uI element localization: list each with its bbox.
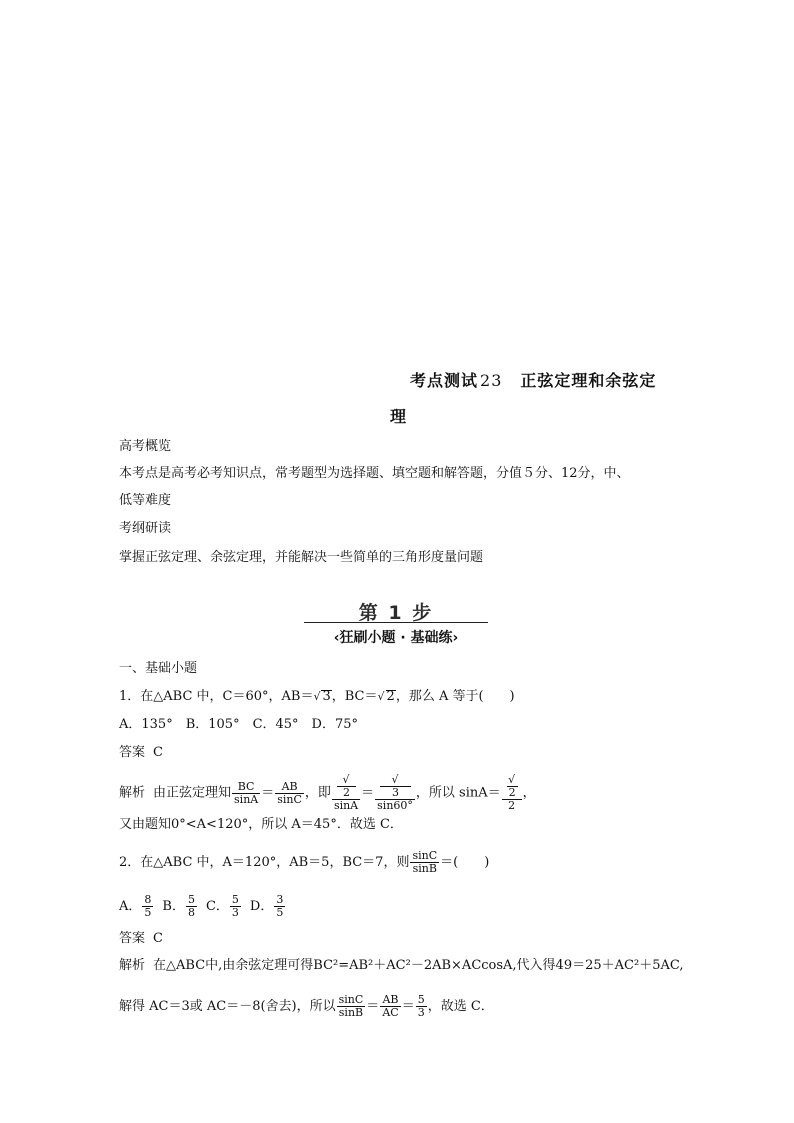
equals: ＝	[366, 999, 380, 1014]
equals: ＝	[261, 785, 275, 801]
overview-text-line1: 本考点是高考必考知识点，常考题型为选择题、填空题和解答题，分值５分、12分，中、	[119, 466, 630, 481]
radicand: √ 2	[337, 786, 356, 799]
numerator: 8	[144, 893, 152, 906]
numerator: BC	[232, 781, 260, 794]
option-letter: B．	[162, 899, 185, 914]
denominator: AC	[382, 1006, 399, 1019]
answer-label: 答案	[119, 931, 146, 946]
fraction	[332, 774, 360, 812]
denominator: sin60°	[377, 799, 413, 812]
denominator: 3	[231, 906, 239, 919]
numerator	[375, 774, 415, 800]
fraction	[274, 894, 285, 919]
numerator: 3	[276, 893, 284, 906]
radicand: √ 3	[380, 786, 411, 799]
equals: ＝	[361, 785, 375, 801]
fraction	[275, 781, 304, 806]
q1-stem-c: ，那么 A 等于( )	[395, 689, 515, 704]
q1-explanation-line2: 又由题知0°<A<120°，所以 A＝45°．故选 C．	[119, 817, 403, 832]
q1-stem-b: ，BC＝	[331, 689, 378, 704]
equals: ＝	[401, 999, 415, 1014]
fraction	[375, 774, 415, 812]
denominator: sinB	[338, 1006, 364, 1019]
fraction	[230, 894, 241, 919]
numerator	[502, 774, 522, 800]
q1-answer	[119, 744, 163, 762]
numerator: AB	[380, 994, 400, 1007]
q1-stem-a: 1．在△ABC 中，C＝60°，AB＝	[119, 689, 314, 704]
q1-options: A．135° B．105° C．45° D．75°	[119, 717, 359, 732]
denominator: sinB	[412, 862, 437, 875]
answer-value: C	[153, 745, 163, 760]
denominator: 5	[144, 906, 152, 919]
sqrt-icon	[378, 689, 396, 704]
fraction	[380, 994, 400, 1019]
banner-divider	[304, 622, 488, 623]
fraction	[410, 850, 439, 875]
sqrt-icon	[504, 774, 520, 799]
exp-text: 在△ABC中,由余弦定理可得BC²=AB²＋AC²－2AB×ACcosA,代入得49＝25＋AC²＋5AC,	[153, 958, 684, 973]
fraction	[232, 781, 260, 806]
q1-sqrt2: 2	[386, 689, 395, 704]
q2-stem	[119, 850, 489, 875]
exp-text: ，	[522, 785, 536, 801]
q2-explanation-line2	[119, 994, 494, 1019]
numerator: 5	[231, 893, 239, 906]
denominator: 2	[508, 799, 516, 812]
denominator: sinA	[333, 799, 359, 812]
radicand: √ 2	[508, 786, 516, 799]
numerator: 5	[187, 893, 195, 906]
q2-stem-b: ＝( )	[440, 855, 490, 870]
fraction	[142, 894, 153, 919]
syllabus-text: 掌握正弦定理、余弦定理，并能解决一些简单的三角形度量问题	[119, 550, 484, 565]
denominator: 3	[417, 1006, 425, 1019]
numerator: AB	[275, 781, 304, 794]
overview-text-line2: 低等难度	[119, 493, 172, 508]
syllabus-heading: 考纲研读	[119, 521, 172, 536]
numerator: sinC	[412, 849, 438, 862]
step-title: 第 1 步	[358, 602, 434, 624]
fraction	[502, 774, 522, 812]
exp-text: 由正弦定理知	[153, 785, 232, 801]
title-continuation: 理	[390, 407, 407, 426]
exp-text: ，所以 sinA＝	[415, 785, 501, 801]
sqrt-icon	[313, 689, 331, 704]
denominator: 8	[187, 906, 195, 919]
option-letter: D．	[249, 899, 274, 914]
step-subtitle: ‹狂刷小题 · 基础练›	[333, 630, 459, 646]
exp-text: ，即	[304, 785, 331, 801]
denominator: sinC	[277, 792, 302, 806]
q1-explanation	[119, 774, 536, 812]
title-topic: 正弦定理和余弦定	[520, 371, 657, 390]
q2-options	[119, 894, 286, 919]
section-heading: 一、基础小题	[119, 661, 198, 676]
fraction	[186, 894, 197, 919]
step-banner	[304, 596, 488, 652]
sqrt-icon	[377, 774, 413, 799]
answer-label: 答案	[119, 745, 146, 760]
q1-sqrt3: 3	[322, 689, 331, 704]
q2-explanation-line1	[119, 957, 683, 975]
title-number: 23	[480, 371, 503, 390]
numerator: 5	[417, 993, 425, 1006]
q2-stem-a: 2．在△ABC 中，A＝120°，AB＝5，BC＝7，则	[119, 855, 410, 870]
exp-text: 解得 AC＝3或 AC＝－8(舍去)，所以	[119, 999, 336, 1014]
denominator: 5	[276, 906, 284, 919]
numerator: sinC	[338, 993, 364, 1006]
overview-heading: 高考概览	[119, 439, 172, 454]
page-title	[410, 368, 656, 391]
fraction	[337, 994, 366, 1019]
q1-stem	[119, 688, 515, 706]
explanation-label: 解析	[119, 785, 146, 801]
explanation-label: 解析	[119, 958, 146, 973]
fraction	[416, 994, 427, 1019]
exp-text: ，故选 C．	[427, 999, 494, 1014]
option-letter: C．	[205, 899, 229, 914]
option-letter: A．	[119, 899, 142, 914]
q2-answer	[119, 930, 163, 948]
title-main: 考点测试	[410, 371, 479, 390]
sqrt-icon	[334, 774, 358, 799]
numerator	[332, 774, 360, 800]
answer-value: C	[153, 931, 163, 946]
denominator: sinA	[234, 792, 259, 806]
